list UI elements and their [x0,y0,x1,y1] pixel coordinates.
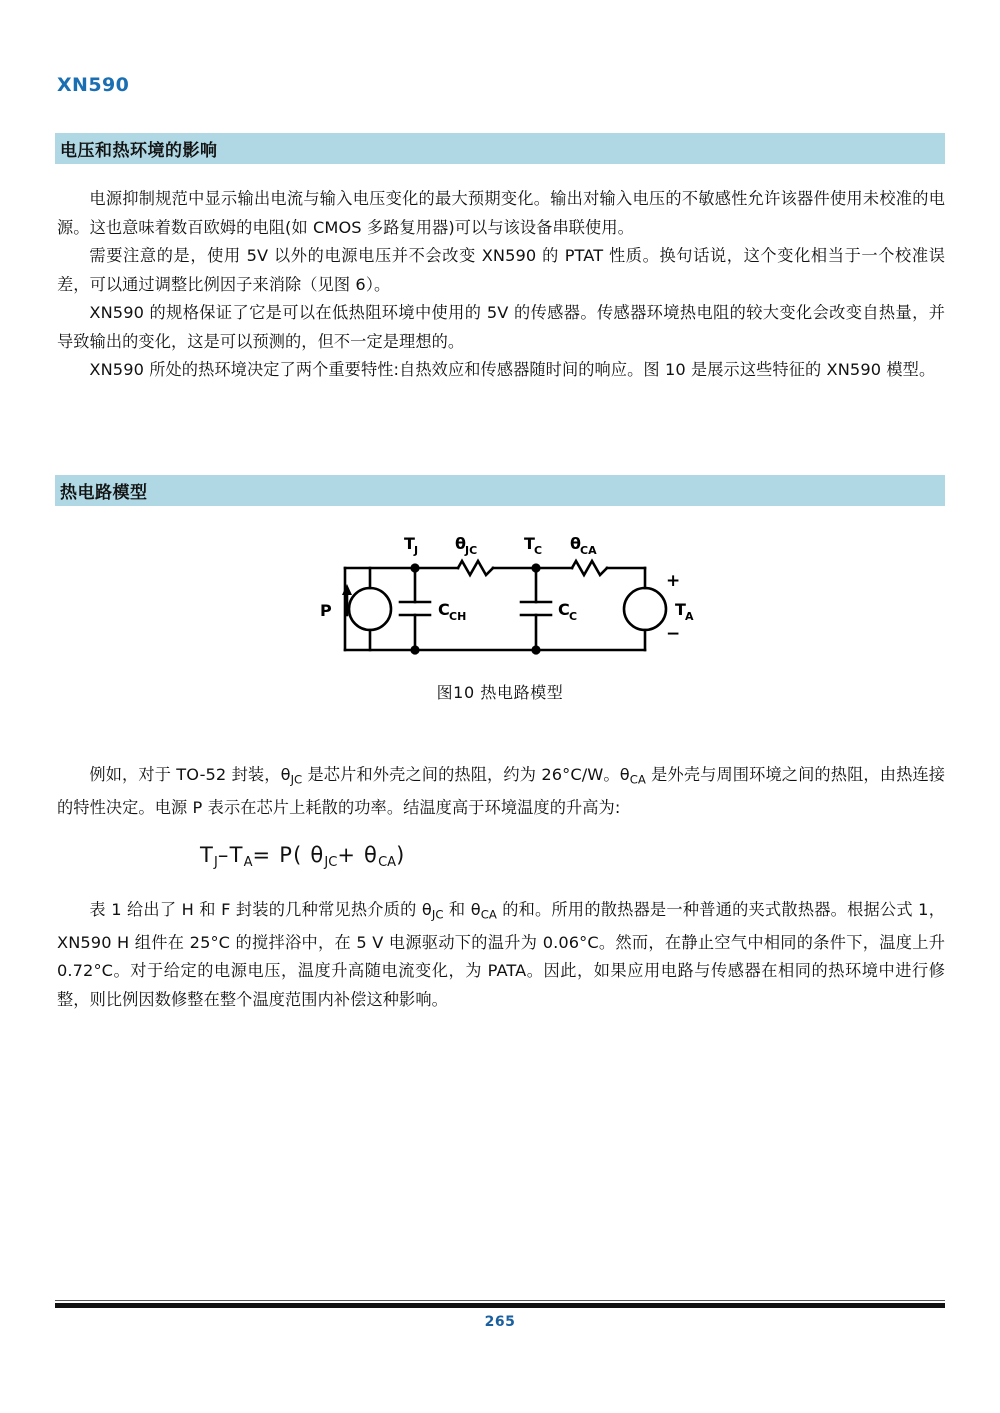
eq-plus: + [337,843,365,867]
section-header-label: 热电路模型 [60,483,148,503]
paragraph [57,896,945,1014]
theta-subscript-jc: JC [290,772,303,787]
theta-symbol: θ [280,765,291,784]
label-resistor-theta-ca: θ [570,534,581,553]
paragraph-part: 的和。所用的散热器是一种普通的夹式散热器。根据公式 1，XN590 H 组件在 25°C 的搅拌浴中，在 5 V 电源驱动下的温升为 0.06°C。然而，在静止空气中相同的条件下，温度上升 0.72°C。对于给定的电源电压，温度升高随电流变化，为 PATA。因此，如果应用电路与传感器在相同的热环境中进行修整，则比例因数修整在整个温度范围内补偿这种影响。 [57,900,945,1009]
paragraph: XN590 的规格保证了它是可以在低热阻环境中使用的 5V 的传感器。传感器环境热电阻的较大变化会改变自热量，并导致输出的变化，这是可以预测的，但不一定是理想的。 [57,303,945,351]
label-cap-cc: C [558,600,570,619]
node-dot-tj-bottom [410,645,419,654]
theta-symbol: θ [421,900,432,919]
thermal-circuit-schematic [290,520,710,670]
eq-theta-jc-sub: JC [324,854,338,870]
node-dot-tc-top [531,563,540,572]
paragraph-part: 和 [443,900,471,919]
label-cap-cch: C [438,600,450,619]
paragraph-part: 例如，对于 TO-52 封装， [89,765,281,784]
section-header-voltage-thermal-effects [55,133,945,164]
paragraph: XN590 所处的热环境决定了两个重要特性:自热效应和传感器随时间的响应。图 10 是展示这些特征的 XN590 模型。 [89,360,936,379]
eq-ta: T [229,843,244,867]
page-number: 265 [484,1314,516,1330]
node-dot-tj-top [410,563,419,572]
eq-open-paren: ( [293,843,311,867]
label-source-ta: T [675,600,686,619]
eq-theta-jc: θ [310,843,325,867]
label-source-ta-sub: A [685,610,694,623]
paragraph-part: 表 1 给出了 H 和 F 封装的几种常见热介质的 [89,900,422,919]
label-polarity-plus: + [666,571,681,591]
figure-thermal-circuit-model [0,520,1000,702]
power-arrow-icon [342,584,352,595]
body-text-block-intro [57,185,945,385]
label-cap-cch-sub: CH [449,610,467,623]
footer-rule [55,1303,945,1308]
label-node-tj-sub: J [414,544,419,557]
eq-ta-sub: A [243,854,253,870]
eq-theta-ca: θ [364,843,379,867]
node-dot-tc-bottom [531,645,540,654]
eq-minus: – [217,843,230,867]
body-text-block-table-reference [57,896,945,1014]
label-resistor-theta-ca-sub: CA [580,544,597,557]
theta-subscript-ca: CA [629,772,646,787]
eq-tj-sub: J [214,854,218,870]
paragraph: 需要注意的是，使用 5V 以外的电源电压并不会改变 XN590 的 PTAT 性质。换句话说，这个变化相当于一个校准误差，可以通过调整比例因子来消除（见图 6）。 [57,246,945,294]
section-header-label: 电压和热环境的影响 [60,141,218,161]
paragraph-part: 是外壳与周围环境之间的热阻，由热连接的特性决定。电源 P 表示在芯片上耗散的功率。结温度高于环境温度的升高为: [57,765,946,817]
footer-rule-thin [55,1300,945,1301]
running-head-title: XN590 [57,74,130,96]
theta-symbol: θ [619,765,630,784]
paragraph-part: 是芯片和外壳之间的热阻，约为 26°C/W。 [302,765,620,784]
theta-symbol: θ [470,900,481,919]
label-power-source: P [320,601,332,620]
label-cap-cc-sub: C [569,610,578,623]
eq-theta-ca-sub: CA [378,854,397,870]
figure-caption: 图10 热电路模型 [436,683,564,702]
eq-p: P [279,843,294,867]
eq-tj: T [200,843,215,867]
section-header-thermal-circuit-model [55,475,945,506]
paragraph: 电源抑制规范中显示输出电流与输入电压变化的最大预期变化。输出对输入电压的不敏感性允许该器件使用未校准的电源。这也意味着数百欧姆的电阻(如 CMOS 多路复用器)可以与该设备串联使用。 [57,189,945,237]
label-polarity-minus: − [666,624,681,644]
label-resistor-theta-jc: θ [455,534,466,553]
eq-close-paren: ) [396,843,406,867]
body-text-block-example [57,761,945,822]
paragraph [57,761,945,822]
label-node-tc: T [524,534,535,553]
theta-subscript-jc: JC [431,907,444,922]
display-equation-temperature-rise [200,843,405,870]
label-node-tc-sub: C [534,544,543,557]
eq-equals: = [252,843,280,867]
theta-subscript-ca: CA [480,907,497,922]
label-resistor-theta-jc-sub: JC [465,544,478,557]
label-node-tj: T [404,534,415,553]
